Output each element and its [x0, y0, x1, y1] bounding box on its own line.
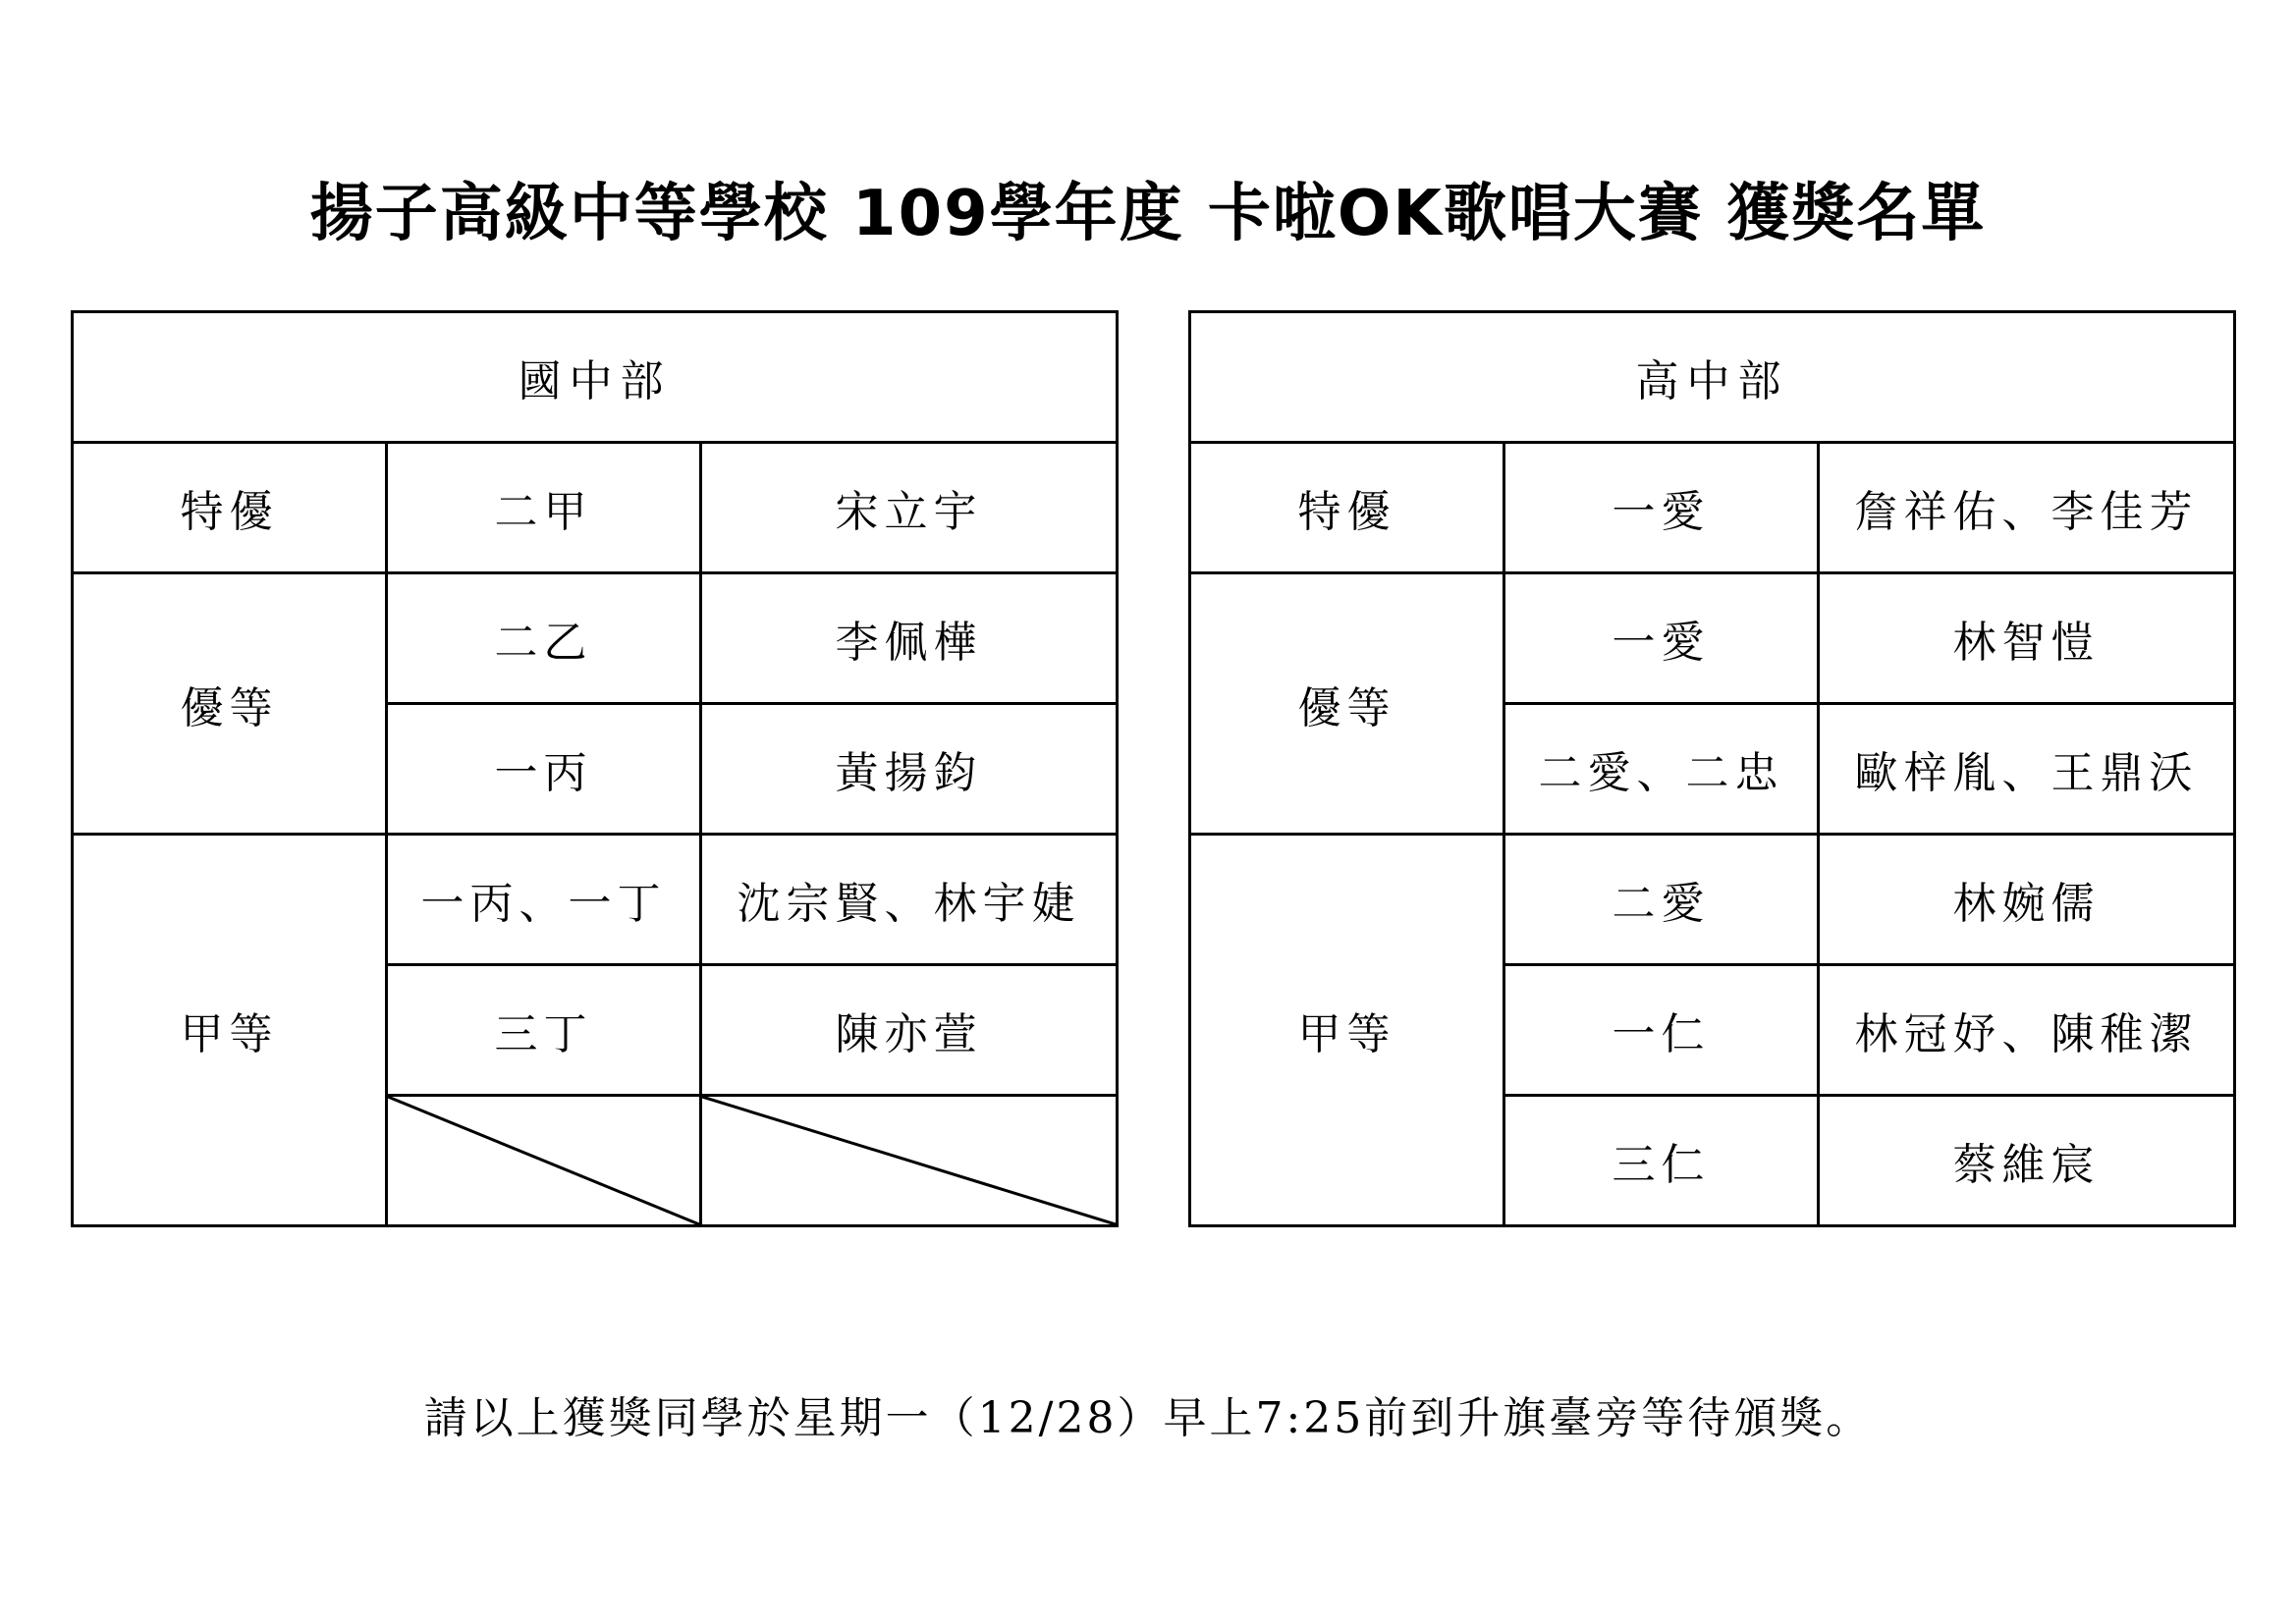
- rank-cell: 甲等: [1190, 835, 1504, 1226]
- table-row: [1190, 443, 2235, 573]
- diagonal-line: [702, 1097, 1116, 1224]
- empty-diagonal-cell: [387, 1096, 701, 1226]
- class-cell: 一丙、一丁: [387, 835, 701, 965]
- rank-cell: 特優: [73, 443, 387, 573]
- names-cell: 林冠妤、陳稚潔: [1819, 965, 2235, 1096]
- names-cell: 李佩樺: [701, 573, 1118, 704]
- junior-award-table: [71, 310, 1119, 1227]
- page-title: 揚子高級中等學校 109學年度 卡啦OK歌唱大賽 獲獎名單: [309, 178, 1987, 250]
- table-header-row: [73, 312, 1118, 443]
- names-cell: 蔡維宸: [1819, 1096, 2235, 1226]
- names-cell: 詹祥佑、李佳芳: [1819, 443, 2235, 573]
- names-cell: 林婉儒: [1819, 835, 2235, 965]
- senior-award-table: [1188, 310, 2236, 1227]
- empty-diagonal-cell: [701, 1096, 1118, 1226]
- rank-cell: 特優: [1190, 443, 1504, 573]
- table-row: [1190, 835, 2235, 965]
- class-cell: 一仁: [1504, 965, 1819, 1096]
- table-row: [1190, 573, 2235, 704]
- names-cell: 林智愷: [1819, 573, 2235, 704]
- class-cell: 二甲: [387, 443, 701, 573]
- class-cell: 一丙: [387, 704, 701, 835]
- junior-header: 國中部: [73, 312, 1118, 443]
- class-cell: 三丁: [387, 965, 701, 1096]
- rank-cell: 優等: [1190, 573, 1504, 835]
- class-cell: 二愛、二忠: [1504, 704, 1819, 835]
- diagonal-line: [388, 1097, 699, 1224]
- names-cell: 陳亦萱: [701, 965, 1118, 1096]
- class-cell: 二乙: [387, 573, 701, 704]
- names-cell: 歐梓胤、王鼎沃: [1819, 704, 2235, 835]
- table-header-row: [1190, 312, 2235, 443]
- names-cell: 宋立宇: [701, 443, 1118, 573]
- names-cell: 黃揚鈞: [701, 704, 1118, 835]
- rank-cell: 甲等: [73, 835, 387, 1226]
- table-row: [73, 443, 1118, 573]
- senior-header: 高中部: [1190, 312, 2235, 443]
- award-notice: 請以上獲獎同學於星期一（12/28）早上7:25前到升旗臺旁等待頒獎。: [423, 1393, 1873, 1443]
- table-row: [73, 835, 1118, 965]
- names-cell: 沈宗賢、林宇婕: [701, 835, 1118, 965]
- class-cell: 二愛: [1504, 835, 1819, 965]
- table-row: [73, 573, 1118, 704]
- class-cell: 一愛: [1504, 443, 1819, 573]
- rank-cell: 優等: [73, 573, 387, 835]
- class-cell: 三仁: [1504, 1096, 1819, 1226]
- class-cell: 一愛: [1504, 573, 1819, 704]
